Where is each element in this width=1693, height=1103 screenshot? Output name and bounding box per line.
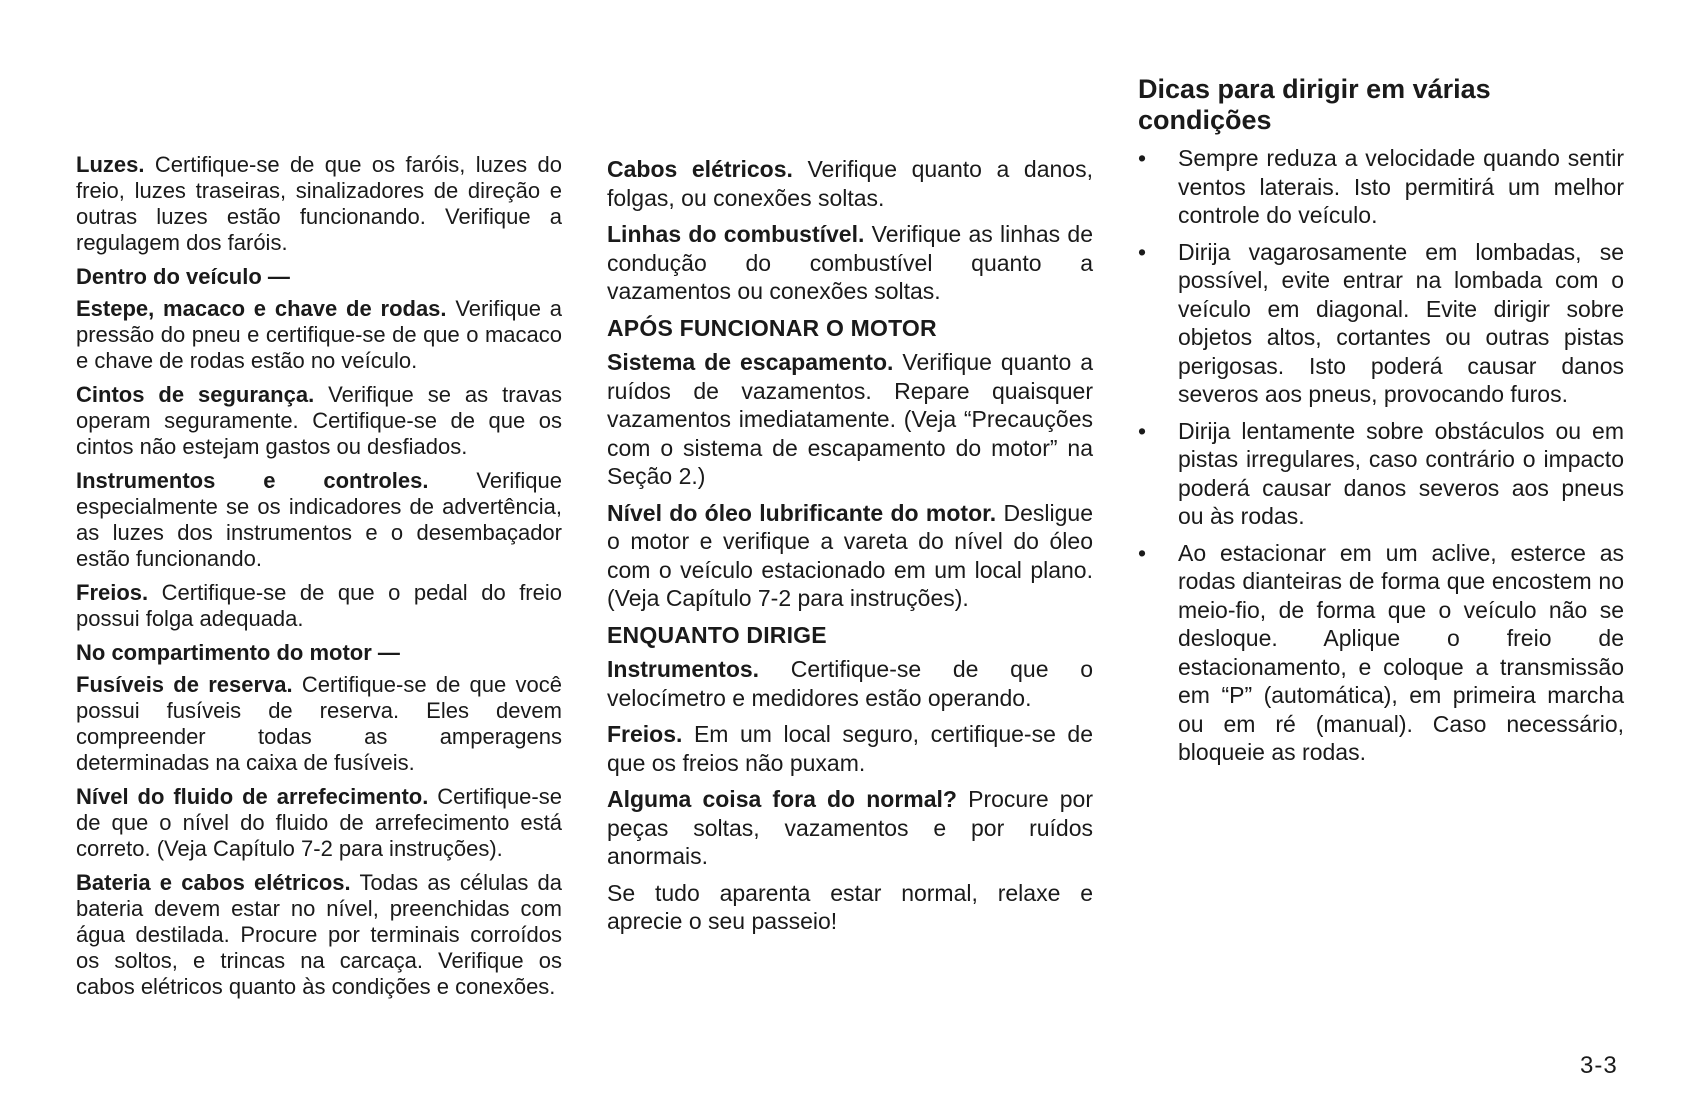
paragraph-luzes — [76, 152, 562, 256]
text-freios: Certifique-se de que o pedal do freio possui folga adequada. — [76, 580, 562, 631]
left-column — [76, 152, 562, 1008]
list-item — [1138, 417, 1624, 531]
list-item-text: Sempre reduza a velocidade quando sentir ventos laterais. Isto permitirá um melhor controle do veículo. — [1178, 145, 1624, 228]
paragraph-instrumentos — [607, 655, 1093, 712]
list-item — [1138, 539, 1624, 767]
paragraph-freios — [76, 580, 562, 632]
term-estepe: Estepe, macaco e chave de rodas. — [76, 296, 447, 321]
paragraph-nivel-oleo — [607, 499, 1093, 613]
bullet-icon: • — [1138, 539, 1147, 566]
paragraph-sistema-escapamento — [607, 348, 1093, 491]
text-bateria: Todas as células da bateria devem estar no nível, preenchidas com água destilada. Procure por terminais corroídos os soltos, e trincas na carcaça. Verifique os cabos elétricos quanto às condições e conexões. — [76, 870, 562, 999]
list-item — [1138, 238, 1624, 409]
term-sistema-escapamento: Sistema de escapamento. — [607, 349, 894, 375]
text-fluido-arrefecimento: Certifique-se de que o nível do fluido de arrefecimento está correto. (Veja Capítulo 7-2 para instruções). — [76, 784, 562, 861]
paragraph-cabos-eletricos — [607, 155, 1093, 212]
paragraph-alguma-coisa — [607, 785, 1093, 871]
term-cabos-eletricos: Cabos elétricos. — [607, 156, 793, 182]
text-cintos: Verifique se as travas operam seguramente. Certifique-se de que os cintos não estejam gastos ou desfiados. — [76, 382, 562, 459]
text-instrumentos-controles: Verifique especialmente se os indicadores de advertência, as luzes dos instrumentos e o desembaçador estão funcionando. — [76, 468, 562, 571]
page-number: 3-3 — [1580, 1052, 1618, 1079]
right-column — [1138, 74, 1624, 775]
paragraph-instrumentos-controles — [76, 468, 562, 572]
tips-list — [1138, 144, 1624, 767]
middle-column — [607, 155, 1093, 944]
bullet-icon: • — [1138, 417, 1147, 444]
text-alguma-coisa: Procure por peças soltas, vazamentos e por ruídos anormais. — [607, 786, 1094, 869]
heading-dentro-do-veiculo: Dentro do veículo — — [76, 264, 290, 289]
term-instrumentos-controles: Instrumentos e controles. — [76, 468, 429, 493]
list-item-text: Dirija lentamente sobre obstáculos ou em pistas irregulares, caso contrário o impacto poderá causar danos severos aos pneus ou às rodas. — [1178, 417, 1624, 529]
paragraph-cintos — [76, 382, 562, 460]
heading-compartimento-motor: No compartimento do motor — — [76, 640, 400, 665]
list-item-text: Dirija vagarosamente em lombadas, se possível, evite entrar na lombada com o veículo em diagonal. Evite dirigir sobre objetos altos, cortantes ou outras pistas perigosas. Isto poderá causar danos severos aos pneus, provocando furos. — [1178, 238, 1624, 407]
text-linhas-combustivel: Verifique as linhas de condução do combustível quanto a vazamentos ou conexões soltas. — [607, 221, 1093, 304]
term-fusiveis: Fusíveis de reserva. — [76, 672, 293, 697]
paragraph-se-tudo-aparenta: Se tudo aparenta estar normal, relaxe e aprecie o seu passeio! — [607, 879, 1093, 934]
text-instrumentos: Certifique-se de que o velocímetro e medidores estão operando. — [607, 656, 1093, 711]
term-luzes: Luzes. — [76, 152, 145, 177]
text-freios-dirige: Em um local seguro, certifique-se de que os freios não puxam. — [607, 721, 1093, 776]
section-title-dicas: Dicas para dirigir em várias condições — [1138, 74, 1491, 135]
text-cabos-eletricos: Verifique quanto a danos, folgas, ou conexões soltas. — [607, 156, 1093, 211]
bullet-icon: • — [1138, 238, 1147, 265]
text-nivel-oleo: Desligue o motor e verifique a vareta do nível do óleo com o veículo estacionado em um local plano. (Veja Capítulo 7-2 para instruções). — [607, 499, 1093, 611]
paragraph-fusiveis — [76, 672, 562, 776]
paragraph-estepe — [76, 296, 562, 374]
paragraph-bateria — [76, 870, 562, 1000]
list-item — [1138, 144, 1624, 230]
paragraph-linhas-combustivel — [607, 220, 1093, 306]
bullet-icon: • — [1138, 145, 1147, 171]
heading-enquanto-dirige: ENQUANTO DIRIGE — [607, 621, 827, 648]
term-freios-dirige: Freios. — [607, 721, 683, 747]
term-freios: Freios. — [76, 580, 149, 605]
text-luzes: Certifique-se de que os faróis, luzes do freio, luzes traseiras, sinalizadores de direção e outras luzes estão funcionando. Verifique a regulagem dos faróis. — [76, 152, 562, 255]
term-cintos: Cintos de segurança. — [76, 382, 315, 407]
text-fusiveis: Certifique-se de que você possui fusíveis de reserva. Eles devem compreender todas as amperagens determinadas na caixa de fusíveis. — [76, 672, 562, 775]
term-fluido-arrefecimento: Nível do fluido de arrefecimento. — [76, 784, 429, 809]
term-nivel-oleo: Nível do óleo lubrificante do motor. — [607, 499, 997, 526]
term-alguma-coisa: Alguma coisa fora do normal? — [607, 786, 957, 812]
term-instrumentos: Instrumentos. — [607, 656, 760, 682]
text-sistema-escapamento: Verifique quanto a ruídos de vazamentos. Repare quaisquer vazamentos imediatamente. (Veja “Precauções com o sistema de escapamento do motor” na Seção 2.) — [607, 349, 1094, 489]
heading-apos-funcionar-motor: APÓS FUNCIONAR O MOTOR — [607, 314, 937, 341]
term-linhas-combustivel: Linhas do combustível. — [607, 221, 865, 247]
text-estepe: Verifique a pressão do pneu e certifique-se de que o macaco e chave de rodas estão no veículo. — [76, 296, 562, 373]
term-bateria: Bateria e cabos elétricos. — [76, 870, 351, 895]
paragraph-freios-dirige — [607, 720, 1093, 777]
paragraph-fluido-arrefecimento — [76, 784, 562, 862]
list-item-text: Ao estacionar em um aclive, esterce as rodas dianteiras de forma que encostem no meio-fio, de forma que o veículo não se desloque. Aplique o freio de estacionamento, e coloque a transmissão em “P” (automática), em primeira marcha ou em ré (manual). Caso necessário, bloqueie as rodas. — [1178, 539, 1624, 765]
